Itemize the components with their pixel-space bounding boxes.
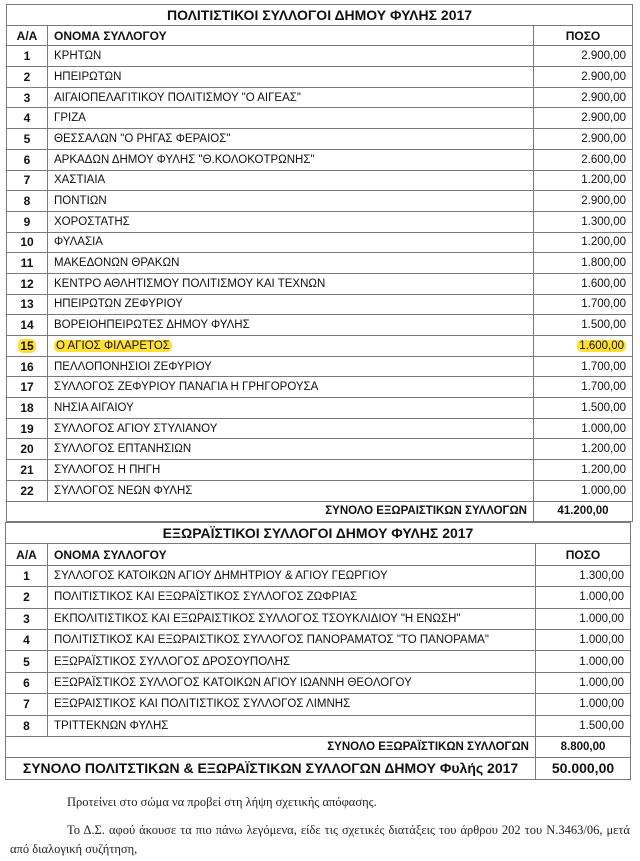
association-name: ΠΟΝΤΙΩΝ [48, 191, 534, 212]
association-name: ΠΟΛΙΤΙΣΤΙΚΟΣ ΚΑΙ ΕΞΩΡΑΙΣΤΙΚΟΣ ΣΥΛΛΟΓΟΣ ΠΑΝΟΡΑΜΑΤΟΣ "ΤΟ ΠΑΝΟΡΑΜΑ" [48, 629, 536, 650]
header-amount: ΠΟΣΟ [536, 544, 631, 565]
row-number: 7 [7, 170, 48, 191]
row-number: 18 [7, 398, 48, 419]
row-number: 1 [6, 565, 48, 586]
header-name: ΟΝΟΜΑ ΣΥΛΛΟΓΟΥ [48, 25, 534, 46]
association-name: ΝΗΣΙΑ ΑΙΓΑΙΟΥ [48, 398, 534, 419]
table-row [7, 480, 633, 501]
association-name: ΤΡΙΤΤΕΚΝΩΝ ΦΥΛΗΣ [48, 715, 536, 736]
amount: 1.200,00 [534, 170, 633, 191]
amount: 1.200,00 [534, 439, 633, 460]
amount: 1.000,00 [536, 694, 631, 715]
amount: 2.900,00 [534, 129, 633, 150]
table-row [7, 129, 633, 150]
amount: 1.000,00 [536, 608, 631, 629]
amount: 1.000,00 [536, 629, 631, 650]
row-number: 14 [7, 315, 48, 336]
association-name: ΧΟΡΟΣΤΑΤΗΣ [48, 211, 534, 232]
row-number: 19 [7, 418, 48, 439]
row-number [7, 336, 48, 357]
table-row [7, 273, 633, 294]
association-name: ΑΡΚΑΔΩΝ ΔΗΜΟΥ ΦΥΛΗΣ "Θ.ΚΟΛΟΚΟΤΡΩΝΗΣ" [48, 149, 534, 170]
amount: 1.700,00 [534, 356, 633, 377]
amount: 1.000,00 [534, 418, 633, 439]
row-number: 11 [7, 253, 48, 274]
table-row [7, 315, 633, 336]
table-header-row [6, 544, 631, 565]
association-name: ΒΟΡΕΙΟΗΠΕΙΡΩΤΕΣ ΔΗΜΟΥ ΦΥΛΗΣ [48, 315, 534, 336]
association-name: ΠΕΛΛΟΠΟΝΗΣΙΟΙ ΖΕΦΥΡΙΟΥ [48, 356, 534, 377]
row-number: 8 [6, 715, 48, 736]
amount: 1.300,00 [534, 211, 633, 232]
association-name: ΣΥΛΛΟΓΟΣ ΕΠΤΑΝΗΣΙΩΝ [48, 439, 534, 460]
amount: 1.200,00 [534, 232, 633, 253]
table-row [7, 191, 633, 212]
amount: 2.900,00 [534, 67, 633, 88]
row-number: 5 [6, 651, 48, 672]
table-row [7, 149, 633, 170]
subtotal-label: ΣΥΝΟΛΟ ΕΞΩΡΑΪΣΤΙΚΩΝ ΣΥΛΛΟΓΩΝ [6, 736, 536, 757]
amount: 1.000,00 [534, 480, 633, 501]
subtotal-row [7, 501, 633, 522]
row-number-highlight: 15 [20, 338, 34, 353]
row-number: 13 [7, 294, 48, 315]
row-number: 3 [7, 87, 48, 108]
table-row [6, 672, 631, 693]
table-row [6, 715, 631, 736]
amount: 1.700,00 [534, 377, 633, 398]
table-title-row [6, 523, 631, 544]
row-number: 8 [7, 191, 48, 212]
amount: 1.500,00 [536, 715, 631, 736]
header-amount: ΠΟΣΟ [534, 25, 633, 46]
association-name: ΕΞΩΡΑΙΣΤΙΚΟΣ ΚΑΙ ΠΟΛΙΤΙΣΤΙΚΟΣ ΣΥΛΛΟΓΟΣ ΛΙΜΝΗΣ [48, 694, 536, 715]
amount: 1.500,00 [534, 398, 633, 419]
row-number: 12 [7, 273, 48, 294]
association-name: ΣΥΛΛΟΓΟΣ ΖΕΦΥΡΙΟΥ ΠΑΝΑΓΙΑ Η ΓΡΗΓΟΡΟΥΣΑ [48, 377, 534, 398]
association-name: ΓΡΙΖΑ [48, 108, 534, 129]
table-row [7, 439, 633, 460]
row-number: 3 [6, 608, 48, 629]
table-title: ΠΟΛΙΤΙΣΤΙΚΟΙ ΣΥΛΛΟΓΟΙ ΔΗΜΟΥ ΦΥΛΗΣ 2017 [7, 5, 633, 26]
table-row [7, 398, 633, 419]
association-name: ΠΟΛΙΤΙΣΤΙΚΟΣ ΚΑΙ ΕΞΩΡΑΪΣΤΙΚΟΣ ΣΥΛΛΟΓΟΣ ΖΩΦΡΙΑΣ [48, 587, 536, 608]
table-row [7, 46, 633, 67]
header-number: Α/Α [7, 25, 48, 46]
table-row [7, 211, 633, 232]
amount: 1.000,00 [536, 651, 631, 672]
row-number: 9 [7, 211, 48, 232]
subtotal-label: ΣΥΝΟΛΟ ΕΞΩΡΑΙΣΤΙΚΩΝ ΣΥΛΛΟΓΩΝ [7, 501, 534, 522]
grand-total-row [6, 758, 631, 779]
association-name: ΣΥΛΛΟΓΟΣ Η ΠΗΓΗ [48, 460, 534, 481]
association-name [48, 336, 534, 357]
row-number: 2 [7, 67, 48, 88]
subtotal-amount: 41.200,00 [534, 501, 633, 522]
amount: 1.500,00 [534, 315, 633, 336]
table-row [6, 694, 631, 715]
association-name: ΚΕΝΤΡΟ ΑΘΛΗΤΙΣΜΟΥ ΠΟΛΙΤΙΣΜΟΥ ΚΑΙ ΤΕΧΝΩΝ [48, 273, 534, 294]
row-number: 6 [6, 672, 48, 693]
amount: 2.900,00 [534, 191, 633, 212]
table-title: ΕΞΩΡΑΪΣΤΙΚΟΙ ΣΥΛΛΟΓΟΙ ΔΗΜΟΥ ΦΥΛΗΣ 2017 [6, 523, 631, 544]
amount: 1.600,00 [534, 273, 633, 294]
table-row [7, 170, 633, 191]
row-number: 17 [7, 377, 48, 398]
table-row [7, 336, 633, 357]
subtotal-row [6, 736, 631, 757]
amount: 2.600,00 [534, 149, 633, 170]
row-number: 4 [7, 108, 48, 129]
table-row [7, 67, 633, 88]
row-number: 7 [6, 694, 48, 715]
association-name: ΕΚΠΟΛΙΤΙΣΤΙΚΟΣ ΚΑΙ ΕΞΩΡΑΙΣΤΙΚΟΣ ΣΥΛΛΟΓΟΣ ΤΣΟΥΚΛΙΔΙΟΥ "Η ΕΝΩΣΗ" [48, 608, 536, 629]
association-name: ΣΥΛΛΟΓΟΣ ΚΑΤΟΙΚΩΝ ΑΓΙΟΥ ΔΗΜΗΤΡΙΟΥ & ΑΓΙΟΥ ΓΕΩΡΓΙΟΥ [48, 565, 536, 586]
paragraph-proposal: Προτείνει στο σώμα να προβεί στη λήψη σχετικής απόφασης. [67, 795, 377, 809]
header-name: ΟΝΟΜΑ ΣΥΛΛΟΓΟΥ [48, 544, 536, 565]
amount: 2.900,00 [534, 87, 633, 108]
table-row [7, 460, 633, 481]
cultural-associations-table [6, 4, 633, 522]
grand-total-label: ΣΥΝΟΛΟ ΠΟΛΙΤΣΤΙΚΩΝ & ΕΞΩΡΑΪΣΤΙΚΩΝ ΣΥΛΛΟΓΩΝ ΔΗΜΟΥ Φυλής 2017 [6, 758, 536, 779]
grand-total-amount: 50.000,00 [536, 758, 631, 779]
row-number: 22 [7, 480, 48, 501]
table-row [6, 587, 631, 608]
table-row [7, 253, 633, 274]
amount: 1.300,00 [536, 565, 631, 586]
subtotal-amount: 8.800,00 [536, 736, 631, 757]
table-row [7, 294, 633, 315]
header-number: Α/Α [6, 544, 48, 565]
table-row [7, 87, 633, 108]
association-name: ΘΕΣΣΑΛΩΝ "Ο ΡΗΓΑΣ ΦΕΡΑΙΟΣ" [48, 129, 534, 150]
amount: 1.200,00 [534, 460, 633, 481]
association-name-highlight: Ο ΑΓΙΟΣ ΦΙΛΑΡΕΤΟΣ [56, 339, 170, 352]
table-row [6, 608, 631, 629]
row-number: 20 [7, 439, 48, 460]
association-name: ΑΙΓΑΙΟΠΕΛΑΓΙΤΙΚΟΥ ΠΟΛΙΤΙΣΜΟΥ "Ο ΑΙΓΕΑΣ" [48, 87, 534, 108]
table-row [6, 651, 631, 672]
table-row [7, 377, 633, 398]
row-number: 6 [7, 149, 48, 170]
amount: 2.900,00 [534, 46, 633, 67]
table-header-row [7, 25, 633, 46]
beautification-associations-table [5, 522, 631, 780]
table-row [7, 418, 633, 439]
association-name: ΗΠΕΙΡΩΤΩΝ ΖΕΦΥΡΙΟΥ [48, 294, 534, 315]
row-number: 16 [7, 356, 48, 377]
association-name: ΕΞΩΡΑΪΣΤΙΚΟΣ ΣΥΛΛΟΓΟΣ ΔΡΟΣΟΥΠΟΛΗΣ [48, 651, 536, 672]
paragraph-decision: Το Δ.Σ. αφού άκουσε τα πιο πάνω λεγόμενα, είδε τις σχετικές διατάξεις του άρθρου 202 του Ν.3463/06, μετά από διαλογική συζήτηση, [10, 823, 630, 856]
table-row [7, 108, 633, 129]
association-name: ΕΞΩΡΑΪΣΤΙΚΟΣ ΣΥΛΛΟΓΟΣ ΚΑΤΟΙΚΩΝ ΑΓΙΟΥ ΙΩΑΝΝΗ ΘΕΟΛΟΓΟΥ [48, 672, 536, 693]
association-name: ΦΥΛΑΣΙΑ [48, 232, 534, 253]
association-name: ΧΑΣΤΙΑΙΑ [48, 170, 534, 191]
table-title-row [7, 5, 633, 26]
table-row [6, 629, 631, 650]
amount: 1.000,00 [536, 672, 631, 693]
association-name: ΚΡΗΤΩΝ [48, 46, 534, 67]
amount [534, 336, 633, 357]
row-number: 5 [7, 129, 48, 150]
table-row [6, 565, 631, 586]
table-row [7, 356, 633, 377]
association-name: ΜΑΚΕΔΟΝΩΝ ΘΡΑΚΩΝ [48, 253, 534, 274]
table-row [7, 232, 633, 253]
amount: 1.800,00 [534, 253, 633, 274]
row-number: 10 [7, 232, 48, 253]
row-number: 21 [7, 460, 48, 481]
amount: 1.000,00 [536, 587, 631, 608]
association-name: ΣΥΛΛΟΓΟΣ ΑΓΙΟΥ ΣΤΥΛΙΑΝΟΥ [48, 418, 534, 439]
amount: 1.700,00 [534, 294, 633, 315]
row-number: 2 [6, 587, 48, 608]
row-number: 4 [6, 629, 48, 650]
amount-highlight: 1.600,00 [579, 339, 625, 352]
association-name: ΣΥΛΛΟΓΟΣ ΝΕΩΝ ΦΥΛΗΣ [48, 480, 534, 501]
row-number: 1 [7, 46, 48, 67]
amount: 2.900,00 [534, 108, 633, 129]
association-name: ΗΠΕΙΡΩΤΩΝ [48, 67, 534, 88]
